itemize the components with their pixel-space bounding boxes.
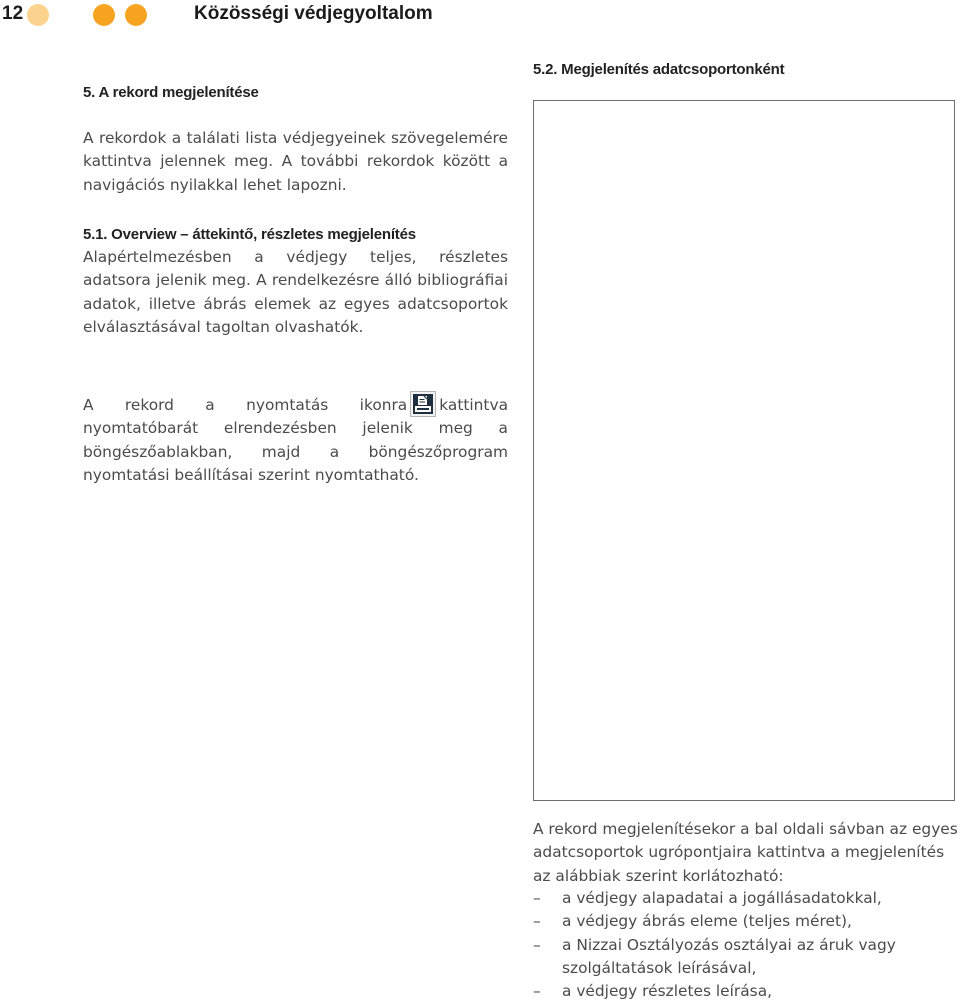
section-5-text: A rekordok a találati lista védjegyeinek szövegelemére kattintva jelennek meg. A további rekordok között a navigációs nyilakkal lehet lapozni. [83, 129, 508, 194]
section-5-1-heading: 5.1. Overview – áttekintő, részletes megjelenítés [83, 226, 416, 243]
print-paragraph [83, 391, 508, 487]
section-5-2-heading: 5.2. Megjelenítés adatcsoportonként [533, 61, 785, 78]
list-item: – a védjegy részletes leírása, [533, 980, 959, 1003]
screenshot-frame [533, 100, 955, 801]
section-5-heading: 5. A rekord megjelenítése [83, 84, 259, 101]
section-5-2-intro: A rekord megjelenítésekor a bal oldali sávban az egyes adatcsoportok ugrópontjaira kattintva a megjelenítés az alábbiak szerint korlátozható: [533, 820, 958, 885]
list-item: – a védjegy ábrás eleme (teljes méret), [533, 910, 959, 933]
header-title: Közösségi védjegyoltalom [194, 3, 433, 24]
print-text-before: A rekord a nyomtatás ikonra [83, 396, 408, 414]
decorative-dot-2 [93, 4, 115, 26]
list-item: – a Nizzai Osztályozás osztályai az áruk vagy szolgáltatások leírásával, [533, 934, 959, 981]
page-number: 12 [2, 3, 24, 24]
section-5-1-text: Alapértelmezésben a védjegy teljes, részletes adatsora jelenik meg. A rendelkezésre álló bibliográfiai adatok, illetve ábrás elemek az egyes adatcsoportok elválasztásával tagoltan olvashatók. [83, 248, 508, 336]
print-text-after: kattintva nyomtatóbarát elrendezésben jelenik meg a böngészőablakban, majd a böngészőprogram nyomtatási beállításai szerint nyomtatható. [83, 396, 508, 484]
list-item: – a védjegy alapadatai a jogállásadatokkal, [533, 887, 959, 910]
decorative-dot-1 [27, 4, 49, 26]
restriction-list [533, 887, 959, 1003]
decorative-dot-3 [125, 4, 147, 26]
print-icon[interactable] [410, 391, 436, 417]
